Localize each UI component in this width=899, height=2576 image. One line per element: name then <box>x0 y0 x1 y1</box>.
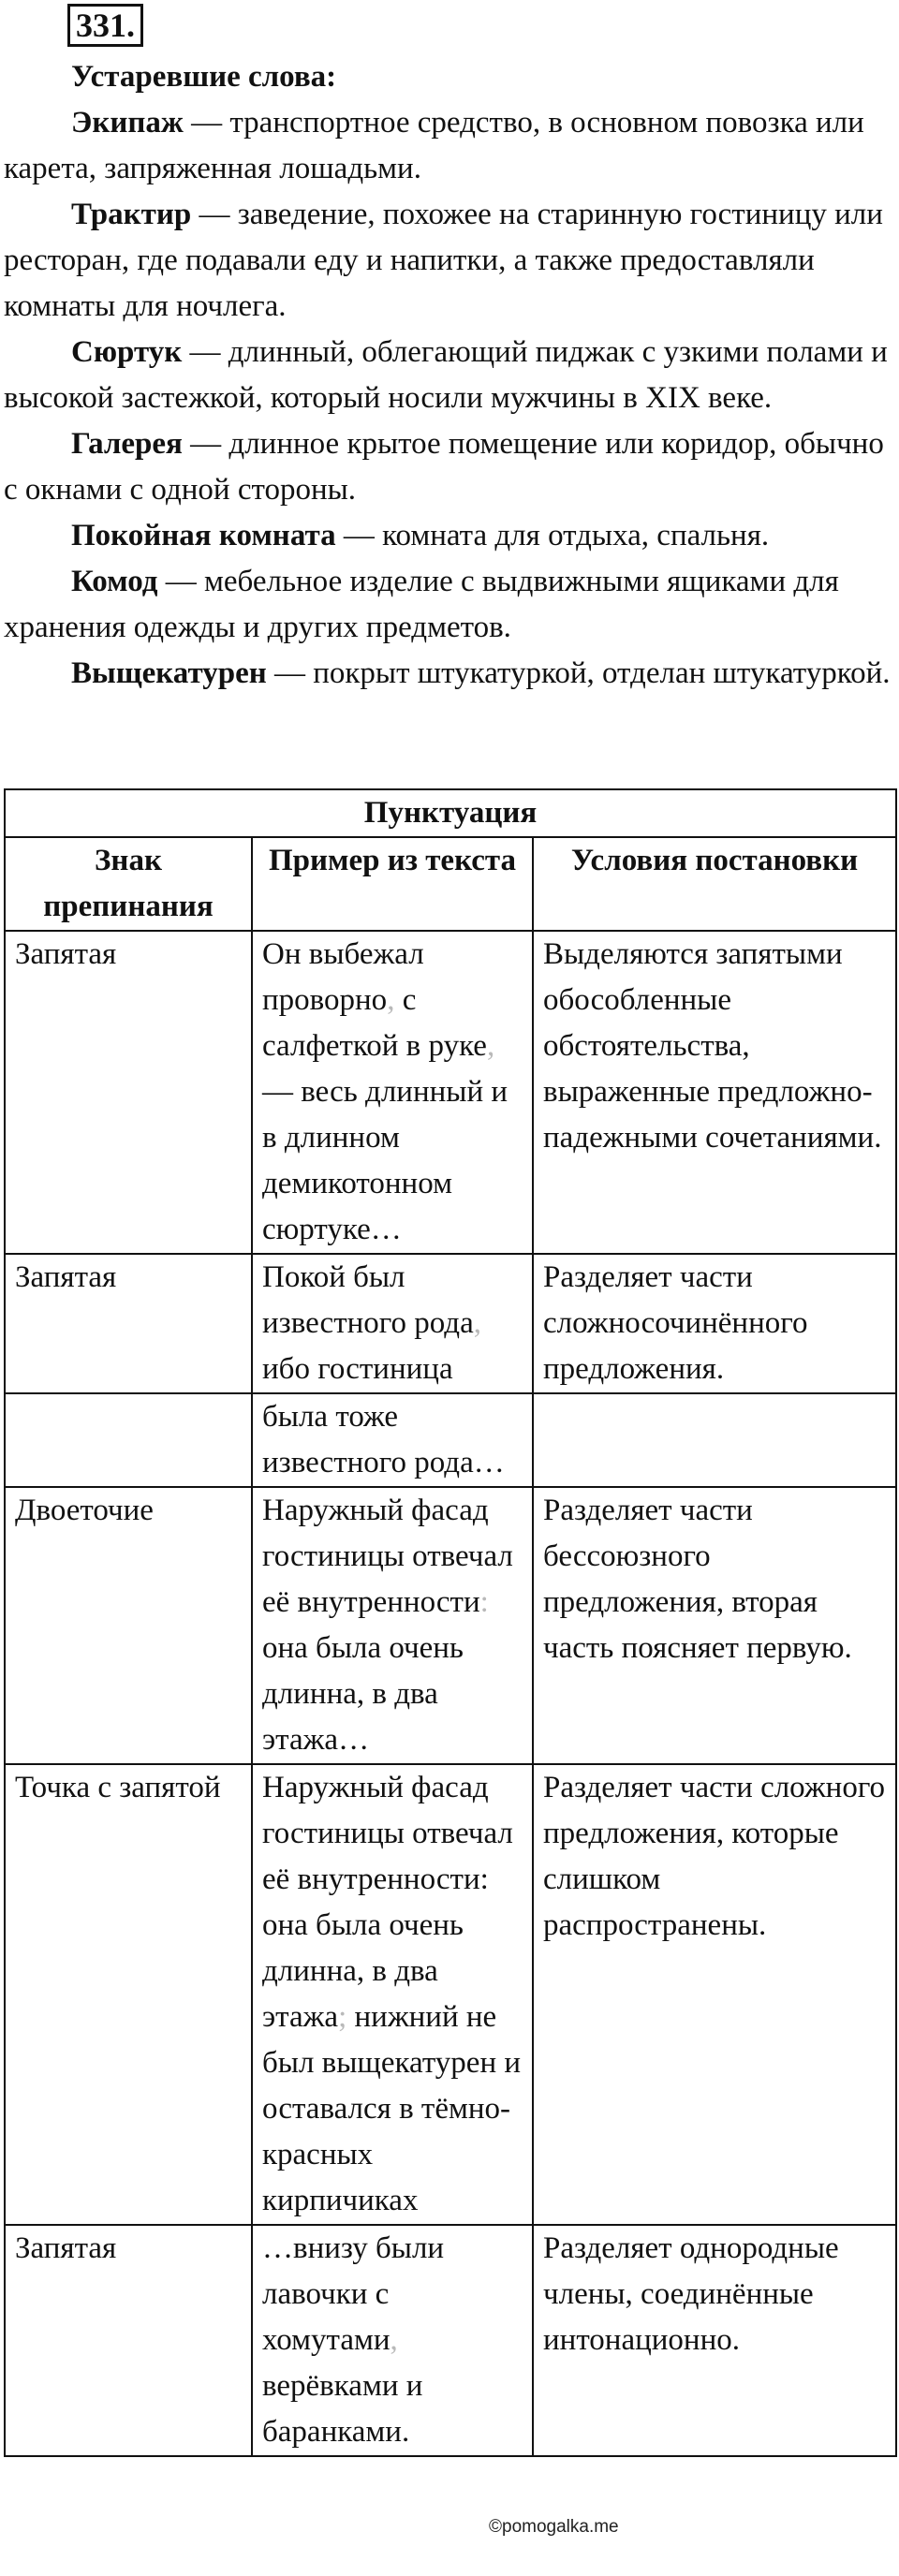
punctuation-mark: , <box>473 1306 481 1340</box>
glossary-entry <box>4 100 893 192</box>
cell-condition: Разделяет части сложносочинённого предложения. <box>533 1254 896 1393</box>
glossary-entry <box>4 421 893 513</box>
glossary-definition: — покрыт штукатуркой, отделан штукатуркой. <box>266 656 891 690</box>
cell-sign <box>5 1393 252 1487</box>
glossary-term: Сюртук <box>71 335 183 369</box>
watermark: ©pomogalka.me <box>489 2517 619 2537</box>
punctuation-mark: , <box>387 983 395 1017</box>
glossary-term: Покойная комната <box>71 519 336 552</box>
header-sign: Знак препинания <box>5 837 252 931</box>
cell-condition <box>533 1393 896 1487</box>
cell-sign: Двоеточие <box>5 1487 252 1764</box>
task-number: 331. <box>67 4 143 47</box>
glossary-definition: — длинный, облегающий пиджак с узкими полами и высокой застежкой, который носили мужчины в XIX веке. <box>4 335 888 415</box>
cell-sign: Запятая <box>5 1254 252 1393</box>
glossary-entry <box>4 192 893 330</box>
cell-example: Наружный фасад гостиницы отвечал её внутренности: она была очень длинна, в два этажа; нижний не был выщекатурен и оставался в тёмно-красных кирпичиках <box>252 1764 533 2225</box>
glossary-entry <box>4 513 893 559</box>
table-row <box>5 931 896 1254</box>
cell-sign: Запятая <box>5 931 252 1254</box>
glossary-definition: — мебельное изделие с выдвижными ящиками для хранения одежды и других предметов. <box>4 565 839 644</box>
glossary <box>4 54 893 697</box>
table-header-row <box>5 837 896 931</box>
table-row <box>5 1393 896 1487</box>
glossary-term: Галерея <box>71 427 183 461</box>
table-title-row <box>5 789 896 837</box>
table-row <box>5 1254 896 1393</box>
cell-sign: Запятая <box>5 2225 252 2456</box>
punctuation-mark: , <box>390 2323 398 2357</box>
cell-sign: Точка с запятой <box>5 1764 252 2225</box>
glossary-entry <box>4 330 893 421</box>
cell-example: была тоже известного рода… <box>252 1393 533 1487</box>
glossary-definition: — комната для отдыха, спальня. <box>335 519 770 552</box>
glossary-term: Выщекатурен <box>71 656 267 690</box>
glossary-heading: Устаревшие слова: <box>71 60 337 94</box>
punctuation-table <box>4 788 897 2457</box>
cell-example: Он выбежал проворно, с салфеткой в руке, — весь длинный и в длинном демикотонном сюртуке… <box>252 931 533 1254</box>
header-condition: Условия постановки <box>533 837 896 931</box>
table-title: Пунктуация <box>5 789 896 837</box>
cell-condition: Выделяются запятыми обособленные обстоятельства, выраженные предложно-падежными сочетаниями. <box>533 931 896 1254</box>
cell-condition: Разделяет части бессоюзного предложения, вторая часть поясняет первую. <box>533 1487 896 1764</box>
cell-example: Покой был известного рода, ибо гостиница <box>252 1254 533 1393</box>
glossary-definition: — заведение, похожее на старинную гостиницу или ресторан, где подавали еду и напитки, а также предоставляли комнаты для ночлега. <box>4 198 883 323</box>
glossary-entry <box>4 559 893 651</box>
cell-example: …внизу были лавочки с хомутами, верёвками и баранками. <box>252 2225 533 2456</box>
glossary-definition: — длинное крытое помещение или коридор, обычно с окнами с одной стороны. <box>4 427 884 507</box>
table-row <box>5 2225 896 2456</box>
cell-example: Наружный фасад гостиницы отвечал её внутренности: она была очень длинна, в два этажа… <box>252 1487 533 1764</box>
cell-condition: Разделяет однородные члены, соединённые интонационно. <box>533 2225 896 2456</box>
punctuation-mark: , <box>486 1029 495 1063</box>
cell-condition: Разделяет части сложного предложения, которые слишком распространены. <box>533 1764 896 2225</box>
header-example: Пример из текста <box>252 837 533 931</box>
table-row <box>5 1487 896 1764</box>
glossary-term: Экипаж <box>71 106 184 140</box>
glossary-definition: — транспортное средство, в основном повозка или карета, запряженная лошадьми. <box>4 106 864 185</box>
punctuation-mark: ; <box>338 2000 347 2034</box>
glossary-term: Трактир <box>71 198 192 231</box>
glossary-entry <box>4 651 893 697</box>
glossary-term: Комод <box>71 565 158 598</box>
table-row <box>5 1764 896 2225</box>
punctuation-mark: : <box>479 1585 489 1619</box>
